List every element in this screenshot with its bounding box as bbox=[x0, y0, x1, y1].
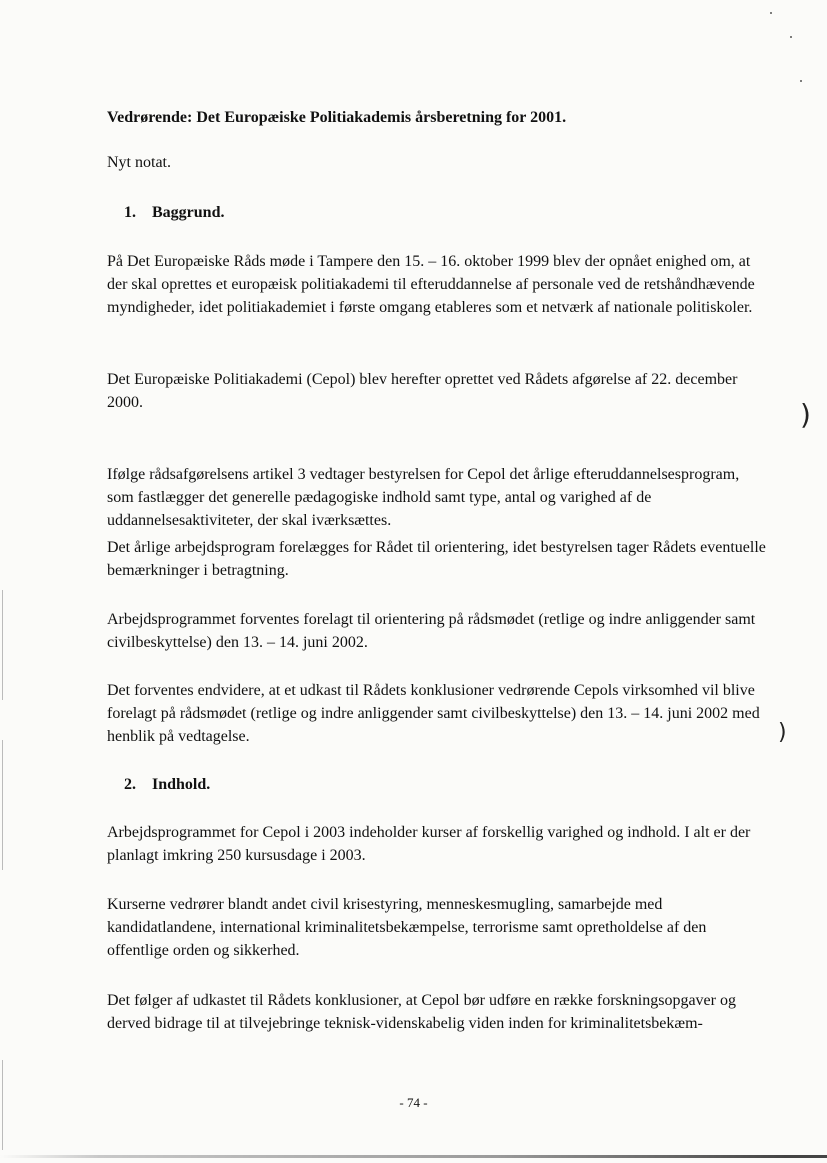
paragraph: Arbejdsprogrammet forventes forelagt til orientering på rådsmødet (retlige og indre anliggender samt civilbeskyttelse) den 13. – 14. juni 2002. bbox=[107, 611, 756, 651]
paragraph: Det Europæiske Politiakademi (Cepol) blev herefter oprettet ved Rådets afgørelse af 22. december 2000. bbox=[107, 371, 738, 411]
scan-speck bbox=[800, 80, 802, 82]
paragraph: Ifølge rådsafgørelsens artikel 3 vedtager bestyrelsen for Cepol det årlige efteruddannelsesprogram, som fastlægger det generelle pædagogiske indhold samt type, antal og varighed af de uddannelsesaktiviteter, der skal iværksættes. bbox=[107, 466, 740, 529]
section-number: 1. bbox=[124, 204, 136, 221]
scan-margin-line bbox=[2, 740, 3, 870]
paragraph: Det forventes endvidere, at et udkast til Rådets konklusioner vedrørende Cepols virksomhed vil blive forelagt på rådsmødet (retlige og indre anliggender samt civilbeskyttelse) den 13. – 14. juni 2002 med henblik på vedtagelse. bbox=[107, 682, 760, 745]
punch-hole-mark-icon: ) bbox=[800, 398, 811, 431]
scan-margin-line bbox=[2, 590, 3, 700]
scan-speck bbox=[790, 36, 792, 38]
section-title: Indhold. bbox=[152, 776, 211, 793]
scan-speck bbox=[770, 12, 772, 14]
paragraph: Det årlige arbejdsprogram forelægges for Rådet til orientering, idet bestyrelsen tager Rådets eventuelle bemærkninger i betragtning. bbox=[107, 539, 766, 579]
paragraph: Kurserne vedrører blandt andet civil krisestyring, menneskesmugling, samarbejde med kandidatlandene, international kriminalitetsbekæmpelse, terrorisme samt opretholdelse af den offentlige orden og sikkerhed. bbox=[107, 896, 707, 959]
page-number: - 74 - bbox=[399, 1095, 428, 1110]
paragraph: Det følger af udkastet til Rådets konklusioner, at Cepol bør udføre en række forskningsopgaver og derved bidrage til at tilvejebringe teknisk-videnskabelig viden inden for kriminalitetsbekæm- bbox=[107, 992, 736, 1032]
section-heading-baggrund bbox=[124, 201, 784, 224]
section-heading-indhold bbox=[124, 773, 784, 796]
document-title: Vedrørende: Det Europæiske Politiakademis årsberetning for 2001. bbox=[107, 109, 567, 126]
document-subtitle: Nyt notat. bbox=[107, 154, 171, 171]
punch-hole-mark-icon: ) bbox=[778, 720, 787, 745]
scan-bottom-edge bbox=[0, 1155, 827, 1158]
section-number: 2. bbox=[124, 776, 136, 793]
section-title: Baggrund. bbox=[152, 204, 225, 221]
paragraph: På Det Europæiske Råds møde i Tampere den 15. – 16. oktober 1999 blev der opnået enighed om, at der skal oprettes et europæisk politiakademi til efteruddannelse af personale ved de retshåndhævende myndigheder, idet politiakademiet i første omgang etableres som et netværk af nationale politiskoler. bbox=[107, 253, 755, 316]
paragraph: Arbejdsprogrammet for Cepol i 2003 indeholder kurser af forskellig varighed og indhold. I alt er der planlagt imkring 250 kursusdage i 2003. bbox=[107, 824, 751, 864]
